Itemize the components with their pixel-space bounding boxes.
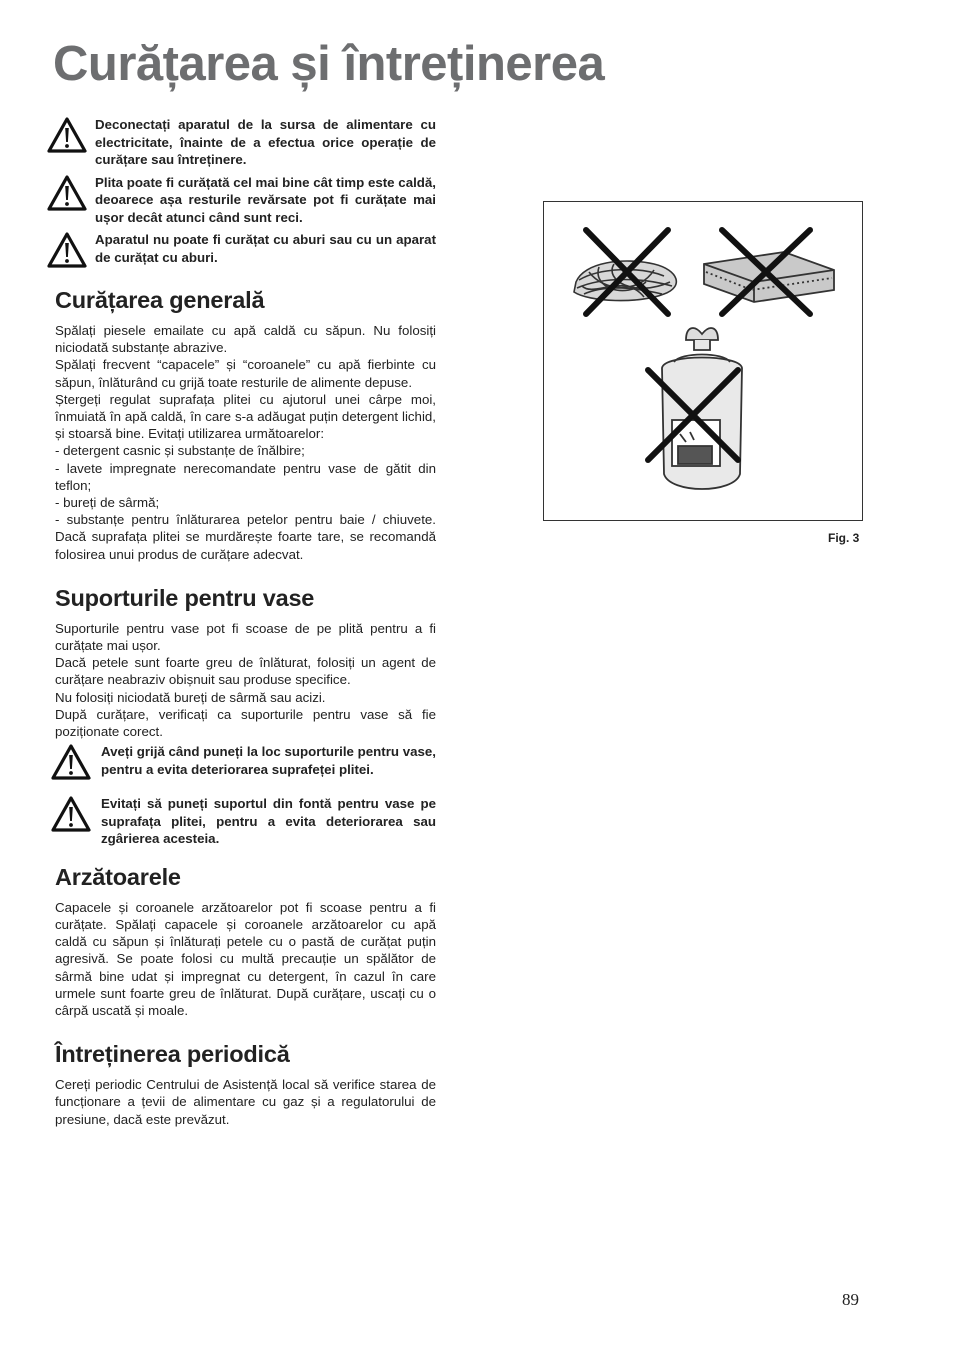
- section-paragraph: Capacele și coroanele arzătoarelor pot fi scoase pentru a fi curățate. Spălați capacele și coroanele arzătoarelor cu apă caldă cu săpun și înlăturați petele cu o pastă de curățat puțin agresivă. Se poate folosi cu multă precauție un spălător de sârmă bine udat și impregnat cu detergent, în cazul în care urmele sunt foarte greu de înlăturat. După curățare, uscați cu o cârpă uscată și moale.: [55, 899, 436, 1018]
- warning-clean-warm: [55, 174, 436, 227]
- section-heading: Curățarea generală: [55, 287, 265, 313]
- section-periodic-maintenance: [55, 1041, 436, 1128]
- section-heading: Arzătoarele: [55, 863, 181, 890]
- warning-cast-iron-support: [55, 795, 436, 848]
- warning-icon: [47, 116, 87, 154]
- warning-disconnect: [55, 116, 436, 169]
- warning-text: Evitați să puneți suportul din fontă pentru vase pe suprafața plitei, pentru a evita deteriorarea sau zgârierea acesteia.: [101, 796, 436, 847]
- warning-icon: [47, 174, 87, 212]
- section-heading: Întreținerea periodică: [55, 1041, 290, 1068]
- section-burners: [55, 864, 436, 1019]
- figure-illustration: [544, 202, 862, 520]
- figure-caption: Fig. 3: [828, 531, 860, 545]
- warning-text: Plita poate fi curățată cel mai bine cât timp este caldă, deoarece așa resturile revărsate pot fi curățate mai ușor decât atunci când sunt reci.: [95, 174, 436, 225]
- warning-icon: [47, 231, 87, 269]
- figure-3: [543, 201, 863, 521]
- warning-icon: [51, 743, 91, 781]
- warning-icon: [51, 795, 91, 833]
- page-title: Curățarea și întreținerea: [53, 37, 605, 91]
- warning-replace-supports: [55, 743, 436, 781]
- page-number: 89: [842, 1290, 859, 1309]
- warning-text: Aveți grijă când puneți la loc suporturile pentru vase, pentru a evita deteriorarea suprafeței plitei.: [101, 744, 436, 777]
- warning-text: Aparatul nu poate fi curățat cu aburi sau cu un aparat de curățat cu aburi.: [95, 232, 436, 265]
- section-pan-supports: [55, 585, 436, 848]
- section-general-cleaning: [55, 287, 436, 563]
- section-heading: Suporturile pentru vase: [55, 584, 315, 611]
- left-column: [55, 116, 436, 1128]
- section-paragraph: Cereți periodic Centrului de Asistență local să verifice starea de funcționare a țevii de alimentare cu gaz și a regulatorului de presiune, dacă este prevăzut.: [55, 1077, 436, 1127]
- warning-no-steam: [55, 231, 436, 269]
- section-paragraph: Suporturile pentru vase pot fi scoase de pe plită pentru a fi curățate mai ușor. Dacă petele sunt foarte greu de înlăturat, folosiți un agent de curățare neabraziv obișnuit sau produse specifice. Nu folosiți niciodată bureți de sârmă sau acizi. După curățare, verificați ca suporturile pentru vase să fie poziționate corect.: [55, 620, 436, 740]
- section-paragraph: Spălați piesele emailate cu apă caldă cu săpun. Nu folosiți niciodată substanțe abrazive. Spălați frecvent “capacele” și “coroanele” cu apă fierbinte cu săpun, înlăturând cu grijă toate resturile de alimente depuse. Ștergeți regulat suprafața plitei cu ajutorul unei cârpe moi, înmuiată în apă caldă, în care s-a adăugat puțin detergent lichid, și stoarsă bine. Evitați utilizarea următoarelor: - detergent casnic și substanțe de înălbire; - lavete impregnate nerecomandate pentru vase de gătit din teflon; - bureți de sârmă; - substanțe pentru înlăturarea petelor pentru baie / chiuvete. Dacă suprafața plitei se murdărește foarte tare, se recomandă folosirea unui produs de curățare adecvat.: [55, 323, 436, 562]
- warning-text: Deconectați aparatul de la sursa de alimentare cu electricitate, înainte de a efectua orice operație de curățare sau întreținere.: [95, 117, 436, 167]
